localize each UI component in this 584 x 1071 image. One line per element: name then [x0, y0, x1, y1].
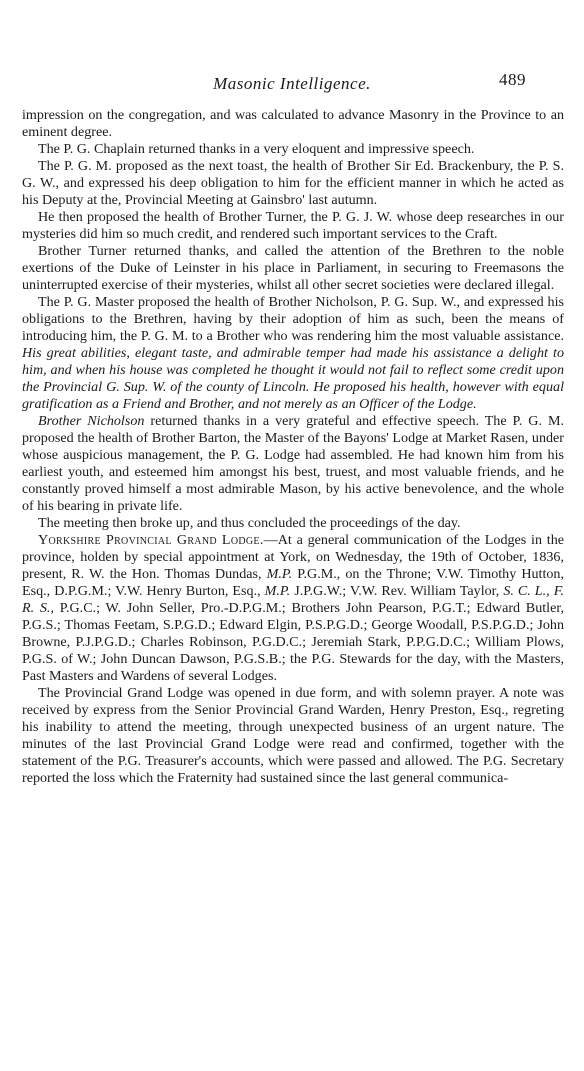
- nicholson-toast-start: The P. G. Master proposed the health of Brother Nicholson, P. G. Sup. W., and expressed his obligations to the Brethren, having by their adoption of him as such, been the means of introducing him, the P. G. M. to a Brother who was rendering him the most valuable assistance.: [22, 294, 564, 344]
- paragraph-chaplain-thanks: The P. G. Chaplain returned thanks in a very eloquent and impressive speech.: [38, 141, 475, 157]
- paragraph-yorkshire-lodge: [22, 532, 564, 685]
- section-heading: Yorkshire Provincial Grand Lodge.: [38, 532, 264, 548]
- paragraph-brackenbury-toast: The P. G. M. proposed as the next toast, the health of Brother Sir Ed. Brackenbury, the P. S. G. W., and expressed his deep obligation to him for the efficient manner in which he acted as his Deputy at the, Provincial Meeting at Gainsbro' last autumn.: [22, 158, 564, 208]
- nicholson-name: Brother Nicholson: [38, 413, 145, 429]
- paragraph-barton-toast: [22, 413, 564, 515]
- paragraph-turner-reply: Brother Turner returned thanks, and called the attention of the Brethren to the noble exertions of the Duke of Leinster in his place in Parliament, in securing to Freemasons the uninterrupted exercise of their mysteries, whilst all other secret societies were declared illegal.: [22, 243, 564, 293]
- yorkshire-mp-2: M.P.: [264, 583, 291, 599]
- paragraph-provincial-lodge: The Provincial Grand Lodge was opened in due form, and with solemn prayer. A note was received by express from the Senior Provincial Grand Warden, Henry Preston, Esq., regreting his inability to attend the meeting, through unexpected business of an urgent nature. The minutes of the last Provincial Grand Lodge were read and confirmed, together with the statement of the P.G. Treasurer's accounts, which were passed and allowed. The P.G. Secretary reported the loss which the Fraternity had sustained since the last general communica-: [22, 685, 564, 786]
- body-text: [22, 107, 564, 787]
- barton-toast-text: returned thanks in a very grateful and effective speech. The P. G. M. proposed the health of Brother Barton, the Master of the Bayons' Lodge at Market Rasen, under whose auspicious management, the P. G. Lodge had assembled. He had known him from his earliest youth, and esteemed him amongst his best, truest, and most valuable friends, and he constantly proved himself a most admirable Mason, by his active benevolence, and the whole of his bearing in private life.: [22, 413, 564, 514]
- yorkshire-text-1: —At a general communication of the Lodges in the province, holden by special appointment at York, on Wednesday, the 19th of October, 1836, present, R. W. the Hon. Thomas Dundas,: [22, 532, 564, 582]
- page-number: 489: [499, 70, 526, 89]
- yorkshire-text-3: J.P.G.W.; V.W. Rev. William Taylor,: [290, 583, 504, 599]
- yorkshire-degrees: S. C. L., F. R. S.,: [22, 583, 565, 616]
- nicholson-toast-emphasis: His great abilities, elegant taste, and admirable temper had made his assistance a delight to him, and when his house was completed he thought it would not fail to reflect some credit upon the Provincial G. Sup. W. of the county of Lincoln. He proposed his health, however with equal gratification as a Friend and Brother, and not merely as an Officer of the Lodge.: [22, 345, 564, 412]
- yorkshire-text-4: P.G.C.; W. John Seller, Pro.-D.P.G.M.; Brothers John Pearson, P.G.T.; Edward Butler, P.G.S.; Thomas Feetam, S.P.G.D.; Edward Elgin, P.S.P.G.D.; George Woodall, P.S.P.G.D.; John Browne, P.J.P.G.D.; Charles Robinson, P.G.D.C.; Jeremiah Stark, P.P.G.D.C.; William Plows, P.G.S. of W.; John Duncan Dawson, P.G.S.B.; the P.G. Stewards for the day, with the Masters, Past Masters and Wardens of several Lodges.: [22, 600, 564, 684]
- paragraph-nicholson-toast: [22, 294, 564, 413]
- yorkshire-text-2: P.G.M., on the Throne; V.W. Timothy Hutton, Esq., D.P.G.M.; V.W. Henry Burton, Esq.,: [22, 566, 564, 599]
- paragraph-meeting-close: The meeting then broke up, and thus concluded the proceedings of the day.: [38, 515, 461, 531]
- paragraph-continuation: impression on the congregation, and was calculated to advance Masonry in the Province to an eminent degree.: [22, 107, 564, 140]
- paragraph-turner-toast: He then proposed the health of Brother Turner, the P. G. J. W. whose deep researches in our mysteries did him so much credit, and rendered such important services to the Craft.: [22, 209, 564, 242]
- yorkshire-mp-1: M.P.: [266, 566, 293, 582]
- running-header: [0, 70, 584, 104]
- running-title: Masonic Intelligence.: [213, 74, 371, 93]
